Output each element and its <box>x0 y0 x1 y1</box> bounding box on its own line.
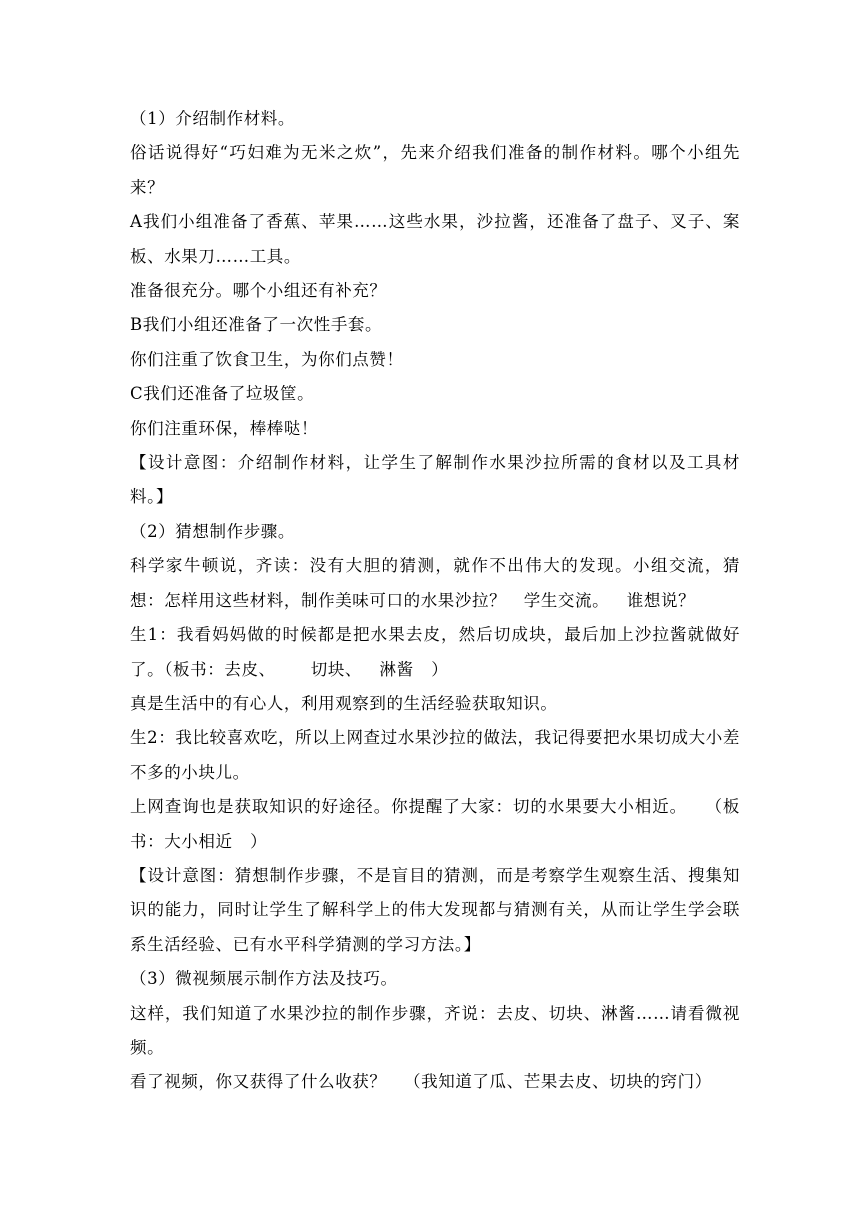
paragraph: 生1：我看妈妈做的时候都是把水果去皮，然后切成块，最后加上沙拉酱就做好了。（板书：去皮、 切块、 淋酱 ） <box>130 625 740 679</box>
document-body <box>130 102 740 1100</box>
paragraph: 生2：我比较喜欢吃，所以上网查过水果沙拉的做法，我记得要把水果切成大小差不多的小块儿。 <box>130 728 740 782</box>
paragraph: C我们还准备了垃圾筐。 <box>130 384 315 404</box>
paragraph: 准备很充分。哪个小组还有补充？ <box>130 281 387 301</box>
paragraph: 看了视频，你又获得了什么收获？ （我知道了瓜、芒果去皮、切块的窍门） <box>130 1072 712 1092</box>
design-intent-note: 【设计意图：介绍制作材料，让学生了解制作水果沙拉所需的食材以及工具材料。】 <box>130 453 740 507</box>
design-intent-note: 【设计意图：猜想制作步骤，不是盲目的猜测，而是考察学生观察生活、搜集知识的能力，同时让学生了解科学上的伟大发现都与猜测有关，从而让学生学会联系生活经验、已有水平科学猜测的学习方法。】 <box>130 865 740 954</box>
paragraph: A我们小组准备了香蕉、苹果……这些水果，沙拉酱，还准备了盘子、叉子、案板、水果刀……工具。 <box>130 212 740 266</box>
paragraph: 科学家牛顿说，齐读：没有大胆的猜测，就作不出伟大的发现。小组交流，猜想：怎样用这些材料，制作美味可口的水果沙拉？ 学生交流。 谁想说？ <box>130 556 740 610</box>
section-heading: （2）猜想制作步骤。 <box>130 521 295 541</box>
paragraph: 俗话说得好“巧妇难为无米之炊”，先来介绍我们准备的制作材料。哪个小组先来？ <box>130 143 740 197</box>
paragraph: 上网查询也是获取知识的好途径。你提醒了大家：切的水果要大小相近。 （板书：大小相近 ） <box>130 797 740 851</box>
paragraph: 你们注重了饮食卫生，为你们点赞！ <box>130 349 404 369</box>
paragraph: 你们注重环保，棒棒哒！ <box>130 418 319 438</box>
paragraph: 真是生活中的有心人，利用观察到的生活经验获取知识。 <box>130 693 558 713</box>
section-heading: （1）介绍制作材料。 <box>130 109 295 128</box>
paragraph: 这样，我们知道了水果沙拉的制作步骤，齐说：去皮、切块、淋酱……请看微视频。 <box>130 1003 740 1057</box>
section-heading: （3）微视频展示制作方法及技巧。 <box>130 969 398 989</box>
paragraph: B我们小组还准备了一次性手套。 <box>130 315 383 335</box>
